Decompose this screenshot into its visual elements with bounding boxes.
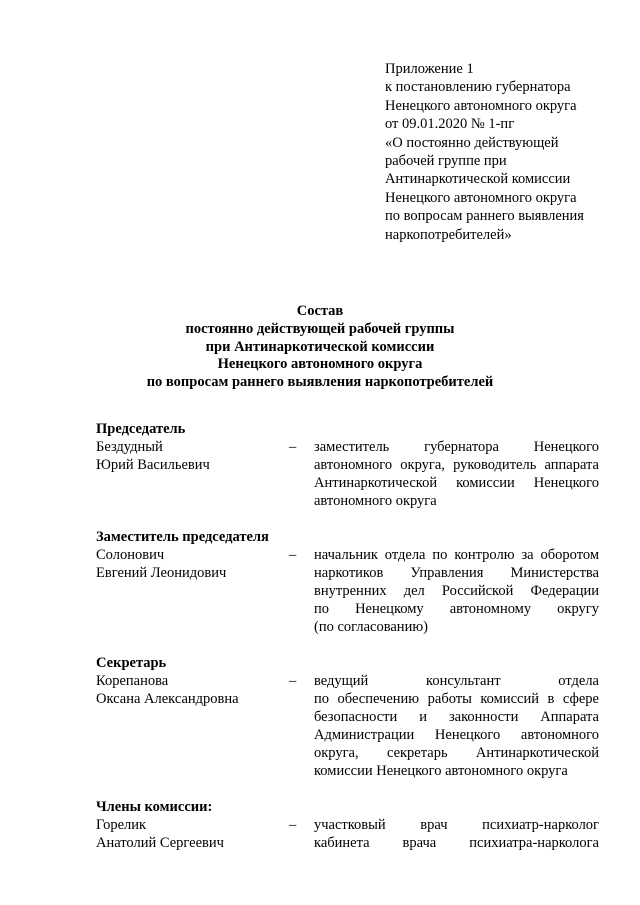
position-line: по обеспечению работы комиссий в сфере xyxy=(314,691,599,707)
section-chairman xyxy=(96,420,601,510)
dash-separator: – xyxy=(289,817,297,833)
position-line: Администрации Ненецкого автономного xyxy=(314,727,599,743)
member-given-name: Анатолий Сергеевич xyxy=(96,835,224,851)
section-heading: Члены комиссии: xyxy=(96,799,213,815)
position-line: округа, секретарь Антинаркотической xyxy=(314,745,599,761)
member-surname: Корепанова xyxy=(96,673,169,689)
section-heading: Заместитель председателя xyxy=(96,529,269,545)
dash-separator: – xyxy=(289,439,297,455)
member-position xyxy=(314,672,599,780)
appendix-line: от 09.01.2020 № 1-пг xyxy=(385,116,515,133)
title-line: по вопросам раннего выявления наркопотребителей xyxy=(146,374,494,391)
position-line: (по согласованию) xyxy=(314,619,428,635)
position-line: Антинаркотической комиссии Ненецкого xyxy=(314,475,599,491)
position-line: начальник отдела по контролю за оборотом xyxy=(314,547,599,563)
appendix-line: по вопросам раннего выявления xyxy=(385,208,584,225)
title-line: при Антинаркотической комиссии xyxy=(205,338,435,355)
member-position xyxy=(314,546,599,636)
section-heading: Председатель xyxy=(96,421,186,437)
section-heading: Секретарь xyxy=(96,655,167,671)
member-surname: Солонович xyxy=(96,547,165,563)
member-list xyxy=(96,420,601,870)
member-position xyxy=(314,816,599,852)
member-given-name: Оксана Александровна xyxy=(96,691,239,707)
appendix-line: Приложение 1 xyxy=(385,61,474,77)
member-surname: Бездудный xyxy=(96,439,163,455)
title-line: Ненецкого автономного округа xyxy=(217,356,423,373)
position-line: кабинета врача психиатра-нарколога xyxy=(314,835,599,851)
position-line: внутренних дел Российской Федерации xyxy=(314,583,599,599)
position-line: наркотиков Управления Министерства xyxy=(314,565,599,581)
appendix-block xyxy=(385,60,625,244)
member-given-name: Евгений Леонидович xyxy=(96,565,227,581)
position-line: участковый врач психиатр-нарколог xyxy=(314,817,599,833)
member-name xyxy=(96,546,286,582)
member-entry xyxy=(96,672,601,780)
member-name xyxy=(96,816,286,852)
position-line: заместитель губернатора Ненецкого xyxy=(314,439,599,455)
title-line: постоянно действующей рабочей группы xyxy=(185,320,455,337)
position-line: по Ненецкому автономному округу xyxy=(314,601,599,617)
dash-separator: – xyxy=(289,547,297,563)
member-name xyxy=(96,672,286,708)
appendix-line: наркопотребителей» xyxy=(385,226,512,243)
section-deputy-chairman xyxy=(96,528,601,636)
position-line: ведущий консультант отдела xyxy=(314,673,599,689)
document-title xyxy=(0,303,640,392)
appendix-line: Антинаркотической комиссии xyxy=(385,171,571,188)
dash-separator: – xyxy=(289,673,297,689)
member-entry xyxy=(96,816,601,852)
section-members xyxy=(96,798,601,852)
appendix-line: Ненецкого автономного округа xyxy=(385,97,577,114)
position-line: автономного округа xyxy=(314,493,437,509)
appendix-line: к постановлению губернатора xyxy=(385,79,571,96)
title-line: Состав xyxy=(296,303,344,319)
member-entry xyxy=(96,546,601,636)
member-entry xyxy=(96,438,601,510)
member-given-name: Юрий Васильевич xyxy=(96,457,210,473)
position-line: безопасности и законности Аппарата xyxy=(314,709,599,725)
appendix-line: Ненецкого автономного округа xyxy=(385,189,577,206)
member-name xyxy=(96,438,286,474)
position-line: автономного округа, руководитель аппарата xyxy=(314,457,599,473)
appendix-line: «О постоянно действующей xyxy=(385,134,559,151)
position-line: комиссии Ненецкого автономного округа xyxy=(314,763,568,779)
member-position xyxy=(314,438,599,510)
section-secretary xyxy=(96,654,601,780)
appendix-line: рабочей группе при xyxy=(385,153,507,170)
member-surname: Горелик xyxy=(96,817,147,833)
